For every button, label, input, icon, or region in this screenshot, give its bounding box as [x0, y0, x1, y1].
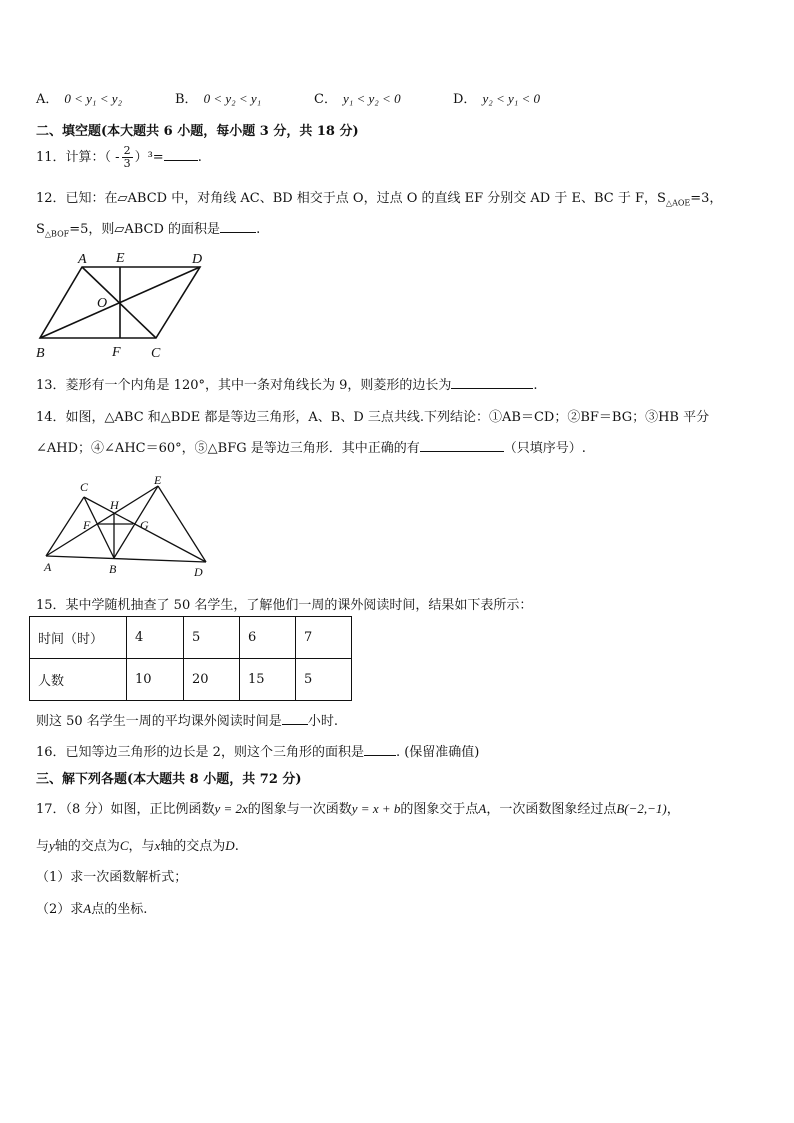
- q14-line2-end: （只填序号）.: [503, 441, 586, 456]
- q17-t5: ，: [666, 802, 680, 817]
- table-row: [30, 659, 352, 701]
- table-row: [30, 617, 352, 659]
- option-a-math: 0 < y₁ < y₂: [64, 91, 123, 106]
- q14-answer-blank: [420, 439, 504, 452]
- question-17-part-2: [36, 898, 147, 917]
- line-abd: [46, 556, 206, 562]
- q17-p2b: 点的坐标.: [91, 902, 148, 917]
- table-cell: 15: [240, 659, 296, 701]
- q12-line1-end: =3，: [690, 191, 723, 206]
- label-f: F: [112, 345, 121, 360]
- q17-l2m4: D: [225, 838, 235, 853]
- question-17-part-1: （1）求一次函数解析式；: [36, 870, 188, 885]
- q11-end: .: [197, 150, 202, 165]
- question-11: [36, 145, 202, 170]
- q17-p2a: （2）求: [36, 902, 84, 917]
- label-f: F: [83, 518, 91, 532]
- q16-end: . (保留准确值): [395, 745, 480, 760]
- q11-answer-blank: [164, 148, 198, 161]
- table-cell: 6: [240, 617, 296, 659]
- question-14-line-1: 14．如图，△ABC 和△BDE 都是等边三角形，A、B、D 三点共线.下列结论：①AB＝CD；②BF＝BG；③HB 平分: [36, 410, 710, 425]
- parallelogram-figure: [30, 246, 220, 364]
- q17-m2: y = x + b: [351, 801, 401, 816]
- question-15-intro: 15．某中学随机抽查了 50 名学生，了解他们一周的课外阅读时间，结果如下表所示：: [36, 598, 533, 613]
- q12-line1-text: 12．已知：在▱ABCD 中，对角线 AC、BD 相交于点 O，过点 O 的直线 EF 分别交 AD 于 E、BC 于 F，S: [36, 191, 666, 206]
- label-b: B: [36, 346, 45, 361]
- table-cell: 10: [127, 659, 184, 701]
- table-cell: 人数: [30, 659, 127, 701]
- option-b: [175, 88, 261, 107]
- q13-end: .: [533, 378, 538, 393]
- equilateral-triangles-figure: [36, 474, 216, 580]
- question-12-line-1: [36, 187, 722, 208]
- q12-line2-tail: .: [256, 222, 261, 237]
- q17-t3: 的图象交于点: [400, 802, 479, 817]
- q17-l2m1: y: [49, 838, 55, 853]
- option-c-math: y₁ < y₂ < 0: [342, 91, 401, 106]
- option-a: [36, 88, 122, 107]
- label-h: H: [110, 498, 119, 512]
- q16-start: 16．已知等边三角形的边长是 2，则这个三角形的面积是: [36, 745, 364, 760]
- label-b: B: [109, 562, 117, 576]
- question-12-line-2: [36, 218, 260, 239]
- q17-m1: y = 2x: [214, 801, 248, 816]
- q17-l2m2: C: [119, 838, 129, 853]
- q12-answer-blank: [220, 220, 256, 233]
- q15-outro-end: 小时.: [307, 714, 338, 729]
- question-17-line-1: [36, 798, 680, 817]
- line-ed: [158, 486, 206, 562]
- label-a: A: [44, 560, 52, 574]
- question-16: [36, 741, 479, 760]
- table-cell: 5: [296, 659, 352, 701]
- option-b-math: 0 < y₂ < y₁: [203, 91, 262, 106]
- table-cell: 20: [184, 659, 240, 701]
- q17-m3: A: [478, 801, 487, 816]
- q17-t2: 的图象与一次函数: [247, 802, 352, 817]
- q11-prefix: 11．计算：（ -: [36, 150, 120, 165]
- q11-fraction: [122, 145, 133, 170]
- label-d: D: [194, 565, 203, 579]
- q17-t1: 17．（8 分）如图，正比例函数: [36, 802, 215, 817]
- q17-l2e: .: [234, 839, 239, 854]
- label-o: O: [97, 296, 108, 311]
- q12-line2-start: S: [36, 222, 45, 237]
- label-d: D: [192, 252, 203, 267]
- section-2-heading: 二、填空题(本大题共 6 小题，每小题 3 分，共 18 分): [36, 124, 359, 139]
- table-cell: 5: [184, 617, 240, 659]
- line-be: [114, 486, 158, 558]
- option-d-label: D．: [453, 92, 477, 107]
- q17-p2m: A: [83, 901, 92, 916]
- table-cell: 时间（时）: [30, 617, 127, 659]
- label-c: C: [151, 346, 161, 361]
- question-17-line-2: [36, 835, 239, 854]
- q13-answer-blank: [451, 376, 533, 389]
- label-c: C: [80, 480, 89, 494]
- q17-l2b: 轴的交点为: [54, 839, 120, 854]
- q13-text: 13．菱形有一个内角是 120°，其中一条对角线长为 9，则菱形的边长为: [36, 378, 452, 393]
- q14-line2-start: ∠AHD；④∠AHC＝60°，⑤△BFG 是等边三角形．其中正确的有: [36, 441, 420, 456]
- q15-answer-blank: [282, 712, 308, 725]
- question-15-outro: [36, 710, 338, 729]
- option-a-label: A．: [36, 92, 59, 107]
- q16-answer-blank: [364, 743, 396, 756]
- q17-l2m3: x: [154, 838, 161, 853]
- line-ac: [46, 497, 84, 556]
- question-14-line-2: [36, 437, 586, 456]
- option-d: [453, 88, 540, 107]
- q11-suffix: ）³=: [134, 150, 164, 165]
- reading-time-table: [29, 616, 352, 701]
- q17-l2a: 与: [36, 839, 50, 854]
- table-cell: 7: [296, 617, 352, 659]
- q17-m4: B(−2,−1): [616, 801, 667, 816]
- q17-t4: ，一次函数图象经过点: [486, 802, 617, 817]
- option-d-math: y₂ < y₁ < 0: [482, 91, 541, 106]
- q12-line2-sub: △BOF: [44, 229, 70, 239]
- label-a: A: [78, 252, 87, 267]
- q12-line1-sub: △AOE: [665, 198, 691, 208]
- table-cell: 4: [127, 617, 184, 659]
- q17-l2c: ，与: [128, 839, 155, 854]
- q17-l2d: 轴的交点为: [160, 839, 226, 854]
- option-b-label: B．: [175, 92, 198, 107]
- q11-frac-num: 2: [123, 144, 131, 157]
- option-c: [314, 88, 401, 107]
- q15-outro-start: 则这 50 名学生一周的平均课外阅读时间是: [36, 714, 282, 729]
- label-e: E: [116, 251, 125, 266]
- q12-line2-end: =5，则▱ABCD 的面积是: [69, 222, 221, 237]
- q11-frac-den: 3: [123, 157, 131, 170]
- question-13: [36, 374, 538, 393]
- section-3-heading: 三、解下列各题(本大题共 8 小题，共 72 分): [36, 772, 302, 787]
- label-e: E: [154, 474, 162, 487]
- option-c-label: C．: [314, 92, 337, 107]
- label-g: G: [140, 518, 149, 532]
